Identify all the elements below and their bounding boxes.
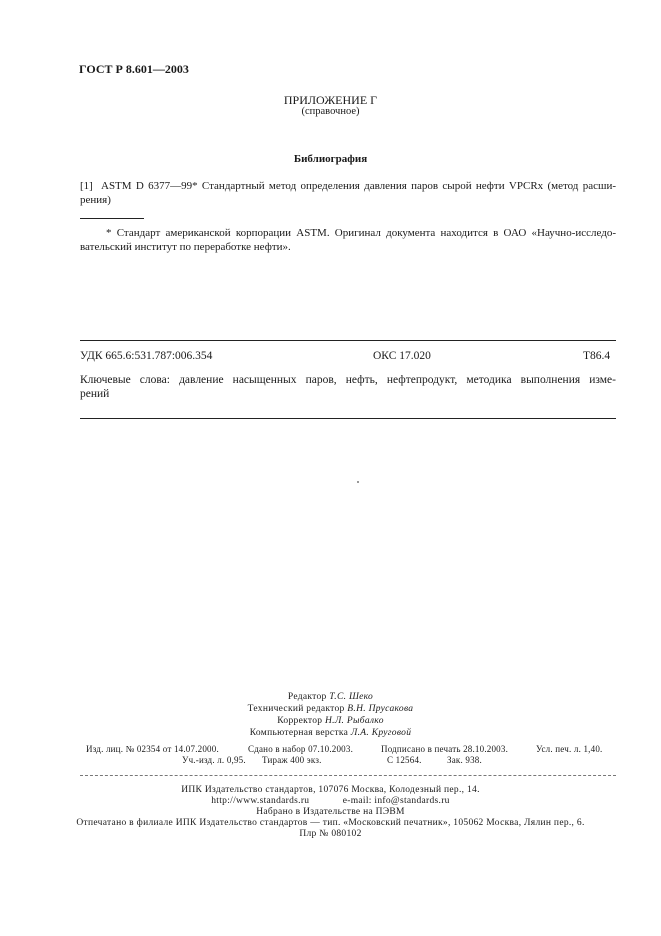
publisher-email: e-mail: info@standards.ru xyxy=(342,796,450,806)
imprint-editor: Редактор Т.С. Шеко xyxy=(287,692,374,702)
appendix-title: ПРИЛОЖЕНИЕ Г xyxy=(283,93,378,107)
reference-number: [1] xyxy=(80,180,93,192)
imprint-corrector: Корректор Н.Л. Рыбалко xyxy=(277,716,384,726)
divider-dashed xyxy=(80,775,616,776)
keywords-line2: рений xyxy=(80,388,110,400)
pub-c-number: С 12564. xyxy=(387,755,422,765)
pub-print-sheets: Усл. печ. л. 1,40. xyxy=(536,744,603,754)
speck xyxy=(357,481,359,483)
pub-pub-sheets: Уч.-изд. л. 0,95. xyxy=(182,755,246,765)
footnote-line1: * Стандарт американской корпорации ASTM. Оригинал документа находится в ОАО «Научно-исследо- xyxy=(106,227,616,239)
divider-bottom xyxy=(80,418,616,419)
pub-run: Тираж 400 экз. xyxy=(262,755,322,765)
oks-code: ОКС 17.020 xyxy=(373,350,431,362)
reference-text-line1: ASTM D 6377—99* Стандартный метод определения давления паров сырой нефти VPCRx (метод расши- xyxy=(101,180,616,192)
bibliography-title: Библиография xyxy=(293,153,368,165)
classification-code: Т86.4 xyxy=(583,350,611,362)
imprint-layout: Компьютерная верстка Л.А. Круговой xyxy=(249,728,412,738)
appendix-subtitle: (справочное) xyxy=(301,106,360,117)
publisher-url: http://www.standards.ru xyxy=(211,796,310,806)
footnote-rule xyxy=(80,218,144,219)
udk-code: УДК 665.6:531.787:006.354 xyxy=(80,350,213,362)
pub-signed: Подписано в печать 28.10.2003. xyxy=(381,744,509,754)
pub-order: Зак. 938. xyxy=(447,755,482,765)
pub-typeset: Сдано в набор 07.10.2003. xyxy=(248,744,354,754)
reference-text-line2: рения) xyxy=(80,194,111,206)
standard-header: ГОСТ Р 8.601—2003 xyxy=(79,62,189,76)
publisher-contacts xyxy=(0,796,661,806)
publisher-plr: Плр № 080102 xyxy=(299,829,362,839)
keywords-line1: Ключевые слова: давление насыщенных паров, нефть, нефтепродукт, методика выполнения изме- xyxy=(80,374,616,386)
imprint-tech-editor: Технический редактор В.Н. Прусакова xyxy=(247,704,414,714)
footnote-line2: вательский институт по переработке нефти». xyxy=(80,241,291,253)
divider-top xyxy=(80,340,616,341)
publisher-address: ИПК Издательство стандартов, 107076 Москва, Колодезный пер., 14. xyxy=(181,785,480,795)
pub-license: Изд. лиц. № 02354 от 14.07.2000. xyxy=(86,744,219,754)
publisher-printed: Отпечатано в филиале ИПК Издательство стандартов — тип. «Московский печатник», 105062 Москва, Лялин пер., 6. xyxy=(76,818,585,828)
publisher-typeset: Набрано в Издательстве на ПЭВМ xyxy=(256,807,405,817)
